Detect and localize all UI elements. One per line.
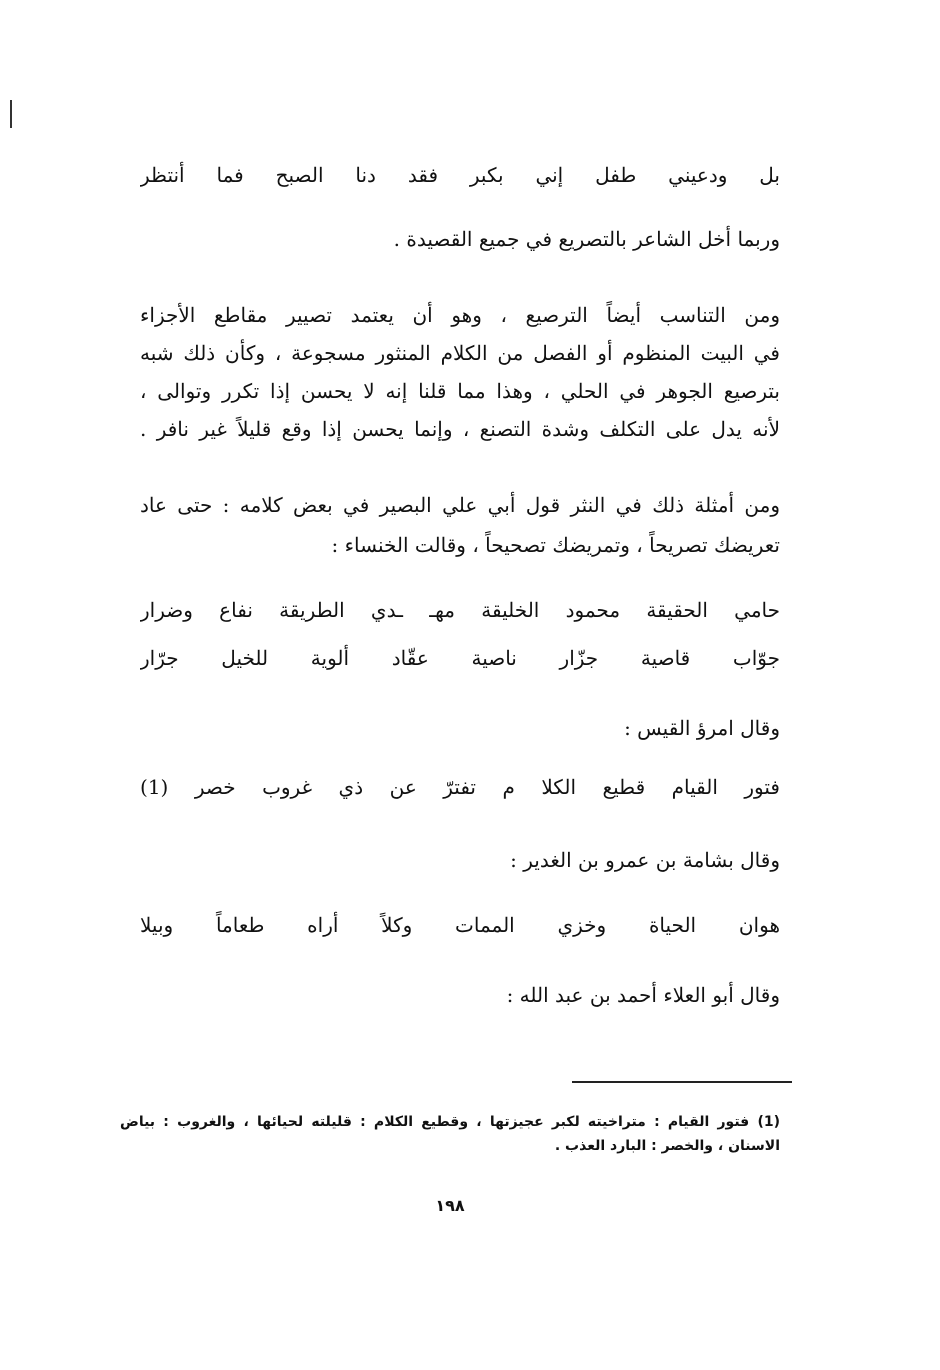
text-line-15: وقال أبو العلاء أحمد بن عبد الله :: [506, 983, 780, 1007]
text-line-4: في البيت المنظوم أو الفصل من الكلام المنثور مسجوعة ، وكأن ذلك شبه: [140, 341, 780, 365]
bleed-through-9: [140, 1012, 780, 1026]
text-line-2: وربما أخل الشاعر بالتصريع في جميع القصيدة .: [393, 227, 780, 251]
bleed-through-8: [140, 960, 780, 974]
bleed-through-1: [140, 204, 780, 218]
text-line-13: وقال بشامة بن عمرو بن الغدير :: [510, 848, 780, 872]
verse-line-1: بل ودعيني طفل إني بكبر فقد دنا الصبح فما أنتظر: [140, 163, 780, 187]
text-line-7: ومن أمثلة ذلك في النثر قول أبي علي البصير في بعض كلامه : حتى عاد: [140, 493, 780, 517]
footnote-separator: [572, 1081, 792, 1083]
page-number: ١٩٨: [435, 1196, 465, 1215]
bleed-through-3: [140, 570, 780, 584]
bleed-through-7: [140, 884, 780, 898]
text-line-11: وقال امرؤ القيس :: [624, 716, 780, 740]
margin-mark: [10, 100, 12, 128]
bleed-through-2: [140, 458, 780, 472]
bleed-through-6: [140, 818, 780, 832]
footnote: (1) فتور القيام : متراخيته لكبر عجيزتها ، وقطيع الكلام : قليلته لحيائها ، والغروب : بياض الاسنان ، والخصر : البارد العذب .: [120, 1114, 780, 1154]
bleed-through-4: [140, 684, 780, 698]
verse-line-12: فتور القيام قطيع الكلا م تفترّ عن ذي غروب خصر (1): [140, 775, 780, 799]
bleed-through-5: [140, 740, 780, 754]
text-line-3: ومن التناسب أيضاً الترصيع ، وهو أن يعتمد تصيير مقاطع الأجزاء: [140, 303, 780, 327]
text-line-6: لأنه يدل على التكلف وشدة التصنع ، وإنما يحسن إذا وقع قليلاً غير نافر .: [140, 417, 780, 441]
verse-line-14: هوان الحياة وخزي الممات وكلاً أراه طعاماً وبيلا: [140, 913, 780, 937]
verse-line-9: حامي الحقيقة محمود الخليقة مهـ ـدي الطريقة نفاع وضرار: [140, 598, 780, 622]
text-line-8: تعريضك تصريحاً ، وتمريضك تصحيحاً ، وقالت الخنساء :: [331, 533, 780, 557]
verse-line-10: جوّاب قاصية جزّار ناصية عقّاد ألوية للخيل جرّار: [140, 646, 780, 670]
bleed-through-10: [140, 1060, 780, 1074]
text-line-5: بترصيع الجوهر في الحلي ، وهذا مما قلنا إنه لا يحسن إذا تكرر وتوالى ،: [140, 379, 780, 403]
